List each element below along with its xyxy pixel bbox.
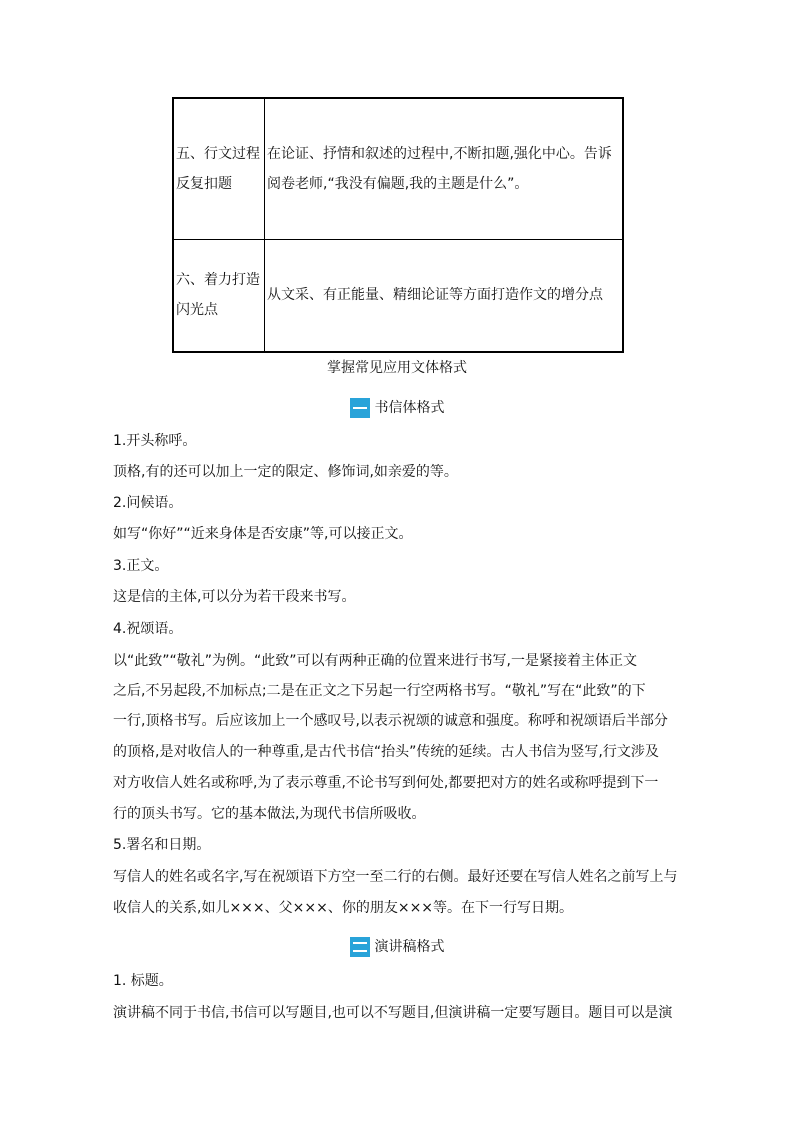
paragraph-line: 演讲稿不同于书信,书信可以写题目,也可以不写题目,但演讲稿一定要写题目。题目可以是演 [113, 1005, 673, 1021]
table-cell-content: 从文采、有正能量、精细论证等方面打造作文的增分点 [265, 239, 624, 352]
paragraph-line: 顶格,有的还可以加上一定的限定、修饰词,如亲爱的等。 [113, 464, 458, 480]
section-heading-speech-format [0, 935, 794, 959]
paragraph-line: 5.署名和日期。 [113, 837, 211, 853]
writing-tips-table [172, 97, 624, 353]
number-two-badge-icon [350, 937, 370, 957]
paragraph-line: 4.祝颂语。 [113, 621, 183, 637]
paragraph-line: 以“此致”“敬礼”为例。“此致”可以有两种正确的位置来进行书写,一是紧接着主体正文 [113, 653, 637, 669]
paragraph-line: 这是信的主体,可以分为若干段来书写。 [113, 589, 356, 605]
paragraph-line: 1. 标题。 [113, 973, 173, 989]
section-title: 书信体格式 [374, 400, 445, 416]
paragraph-line: 对方收信人姓名或称呼,为了表示尊重,不论书写到何处,都要把对方的姓名或称呼提到下一 [113, 775, 659, 791]
table-row [173, 239, 623, 352]
number-one-badge-icon [350, 398, 370, 418]
paragraph-line: 的顶格,是对收信人的一种尊重,是古代书信“抬头”传统的延续。古人书信为竖写,行文涉及 [113, 744, 659, 760]
table-cell-content: 在论证、抒情和叙述的过程中,不断扣题,强化中心。告诉 阅卷老师,“我没有偏题,我的主题是什么”。 [265, 98, 624, 239]
paragraph-line: 写信人的姓名或名字,写在祝颂语下方空一至二行的右侧。最好还要在写信人姓名之前写上与 [113, 869, 678, 885]
section-caption: 掌握常见应用文体格式 [327, 360, 467, 376]
paragraph-line: 之后,不另起段,不加标点;二是在正文之下另起一行空两格书写。“敬礼”写在“此致”的下 [113, 683, 646, 699]
paragraph-line: 行的顶头书写。它的基本做法,为现代书信所吸收。 [113, 806, 426, 822]
section-heading-letter-format [0, 396, 794, 420]
table-row [173, 98, 623, 239]
paragraph-line: 2.问候语。 [113, 495, 183, 511]
paragraph-line: 3.正文。 [113, 558, 169, 574]
section-title: 演讲稿格式 [374, 939, 445, 955]
paragraph-line: 如写“你好”“近来身体是否安康”等,可以接正文。 [113, 526, 413, 542]
table-cell-label: 六、着力打造 闪光点 [173, 239, 265, 352]
paragraph-line: 一行,顶格书写。后应该加上一个感叹号,以表示祝颂的诚意和强度。称呼和祝颂语后半部分 [113, 713, 668, 729]
paragraph-line: 1.开头称呼。 [113, 433, 197, 449]
paragraph-line: 收信人的关系,如儿×××、父×××、你的朋友×××等。在下一行写日期。 [113, 900, 574, 916]
table-cell-label: 五、行文过程 反复扣题 [173, 98, 265, 239]
